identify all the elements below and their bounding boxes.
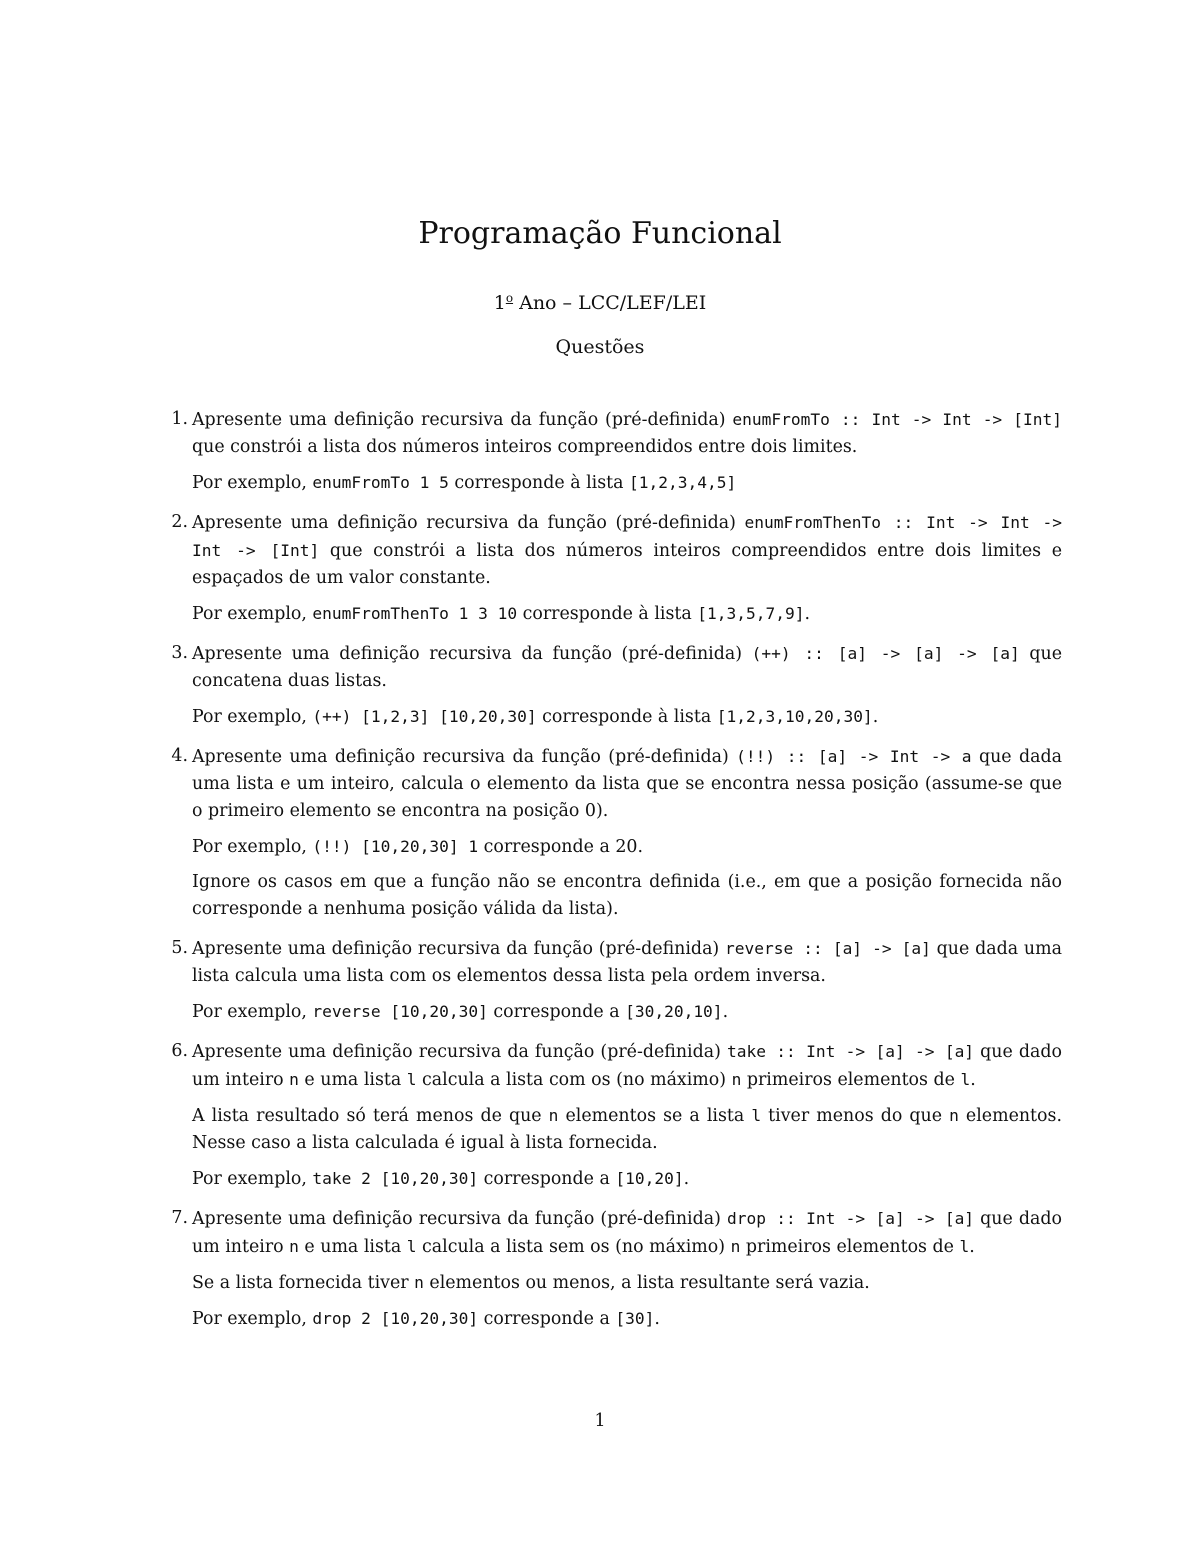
- code-signature: enumFromThenTo :: Int -> Int -> Int -> [Int]: [192, 513, 1062, 560]
- code-expression: reverse [10,20,30]: [312, 1002, 488, 1021]
- text-segment: que constrói a lista dos números inteiros compreendidos entre dois limites e espaçados de um valor constante.: [192, 541, 1062, 588]
- question-number: 5.: [171, 938, 188, 958]
- text-segment: Por exemplo,: [192, 473, 313, 493]
- question-number: 2.: [171, 512, 188, 532]
- question-1: [171, 406, 1062, 497]
- text-segment: .: [872, 707, 879, 727]
- question-7: [171, 1205, 1062, 1333]
- text-segment: corresponde a: [478, 1309, 616, 1329]
- text-segment: A lista resultado só terá menos de que: [192, 1106, 549, 1126]
- code-result: [10,20]: [615, 1169, 684, 1188]
- text-segment: Por exemplo,: [192, 1002, 313, 1022]
- text-segment: .: [722, 1002, 729, 1022]
- question-3: [171, 640, 1062, 731]
- text-segment: Por exemplo,: [192, 1309, 313, 1329]
- document-title: Programação Funcional: [418, 216, 782, 251]
- text-segment: primeiros elementos de: [741, 1070, 961, 1090]
- code-variable: l: [960, 1070, 971, 1089]
- code-expression: (++) [1,2,3] [10,20,30]: [312, 707, 537, 726]
- subtitle-year: 1: [493, 292, 506, 314]
- text-segment: corresponde à lista: [517, 604, 698, 624]
- question-2: [171, 509, 1062, 628]
- text-segment: Apresente uma definição recursiva da função (pré-definida): [192, 1042, 728, 1062]
- question-note: [192, 1102, 1062, 1157]
- text-segment: Apresente uma definição recursiva da função (pré-definida): [192, 939, 726, 959]
- question-5: [171, 935, 1062, 1026]
- text-segment: .: [654, 1309, 660, 1329]
- question-example: [192, 703, 1062, 731]
- text-segment: Apresente uma definição recursiva da função (pré-definida): [192, 644, 752, 664]
- code-result: [1,2,3,10,20,30]: [716, 707, 873, 726]
- code-result: [30,20,10]: [625, 1002, 723, 1021]
- question-example: [192, 1305, 1062, 1333]
- question-text: [192, 935, 1062, 990]
- text-segment: que dado um inteiro: [192, 1042, 1062, 1090]
- question-text: [192, 1205, 1062, 1261]
- code-signature: enumFromTo :: Int -> Int -> [Int]: [732, 410, 1062, 429]
- text-segment: que dada uma lista e um inteiro, calcula o elemento da lista que se encontra nessa posição (assume-se que o primeiro elemento se encontra na posição 0).: [192, 747, 1062, 821]
- text-segment: Se a lista fornecida tiver: [192, 1273, 415, 1293]
- text-segment: que constrói a lista dos números inteiros compreendidos entre dois limites.: [192, 437, 858, 457]
- text-segment: corresponde a: [478, 1169, 616, 1189]
- code-variable: n: [548, 1106, 559, 1125]
- question-text: [192, 743, 1062, 825]
- code-variable: n: [949, 1106, 959, 1125]
- text-segment: que concatena duas listas.: [192, 644, 1062, 691]
- question-note: Ignore os casos em que a função não se encontra definida (i.e., em que a posição fornecida não corresponde a nenhuma posição válida da lista).: [192, 872, 1062, 919]
- text-segment: corresponde à lista: [536, 707, 717, 727]
- code-signature: (!!) :: [a] -> Int -> a: [736, 747, 972, 766]
- text-segment: Por exemplo,: [192, 707, 313, 727]
- text-segment: Por exemplo,: [192, 604, 313, 624]
- text-segment: elementos ou menos, a lista resultante será vazia.: [423, 1273, 870, 1293]
- text-segment: que dado um inteiro: [192, 1209, 1062, 1257]
- text-segment: que dada uma lista calcula uma lista com os elementos dessa lista pela ordem inversa.: [192, 939, 1062, 986]
- question-text: [192, 509, 1062, 592]
- code-signature: drop :: Int -> [a] -> [a]: [727, 1209, 975, 1228]
- text-segment: Apresente uma definição recursiva da função (pré-definida): [192, 1209, 728, 1229]
- text-segment: calcula a lista sem os (no máximo): [416, 1237, 731, 1257]
- question-example: [192, 833, 1062, 861]
- question-example: [192, 600, 1062, 628]
- text-segment: .: [683, 1169, 690, 1189]
- question-text: [192, 640, 1062, 695]
- code-variable: l: [406, 1070, 417, 1089]
- text-segment: Por exemplo,: [192, 1169, 313, 1189]
- question-example: [192, 1165, 1062, 1193]
- question-text: [192, 406, 1062, 461]
- text-segment: tiver menos do que: [761, 1106, 950, 1126]
- code-signature: (++) :: [a] -> [a] -> [a]: [751, 644, 1020, 663]
- code-result: [1,2,3,4,5]: [629, 473, 737, 492]
- code-variable: l: [959, 1237, 970, 1256]
- code-result: [1,3,5,7,9]: [697, 604, 805, 623]
- code-result: [30]: [615, 1309, 655, 1328]
- text-segment: Apresente uma definição recursiva da função (pré-definida): [192, 410, 733, 430]
- subtitle-ordinal: o: [505, 291, 514, 305]
- question-example: [192, 998, 1062, 1026]
- question-number: 6.: [171, 1041, 188, 1061]
- text-segment: corresponde a 20.: [478, 837, 643, 857]
- code-expression: drop 2 [10,20,30]: [312, 1309, 479, 1328]
- text-segment: .: [969, 1237, 975, 1257]
- question-text: [192, 1038, 1062, 1094]
- text-segment: elementos se a lista: [558, 1106, 752, 1126]
- code-variable: n: [731, 1070, 742, 1089]
- page-number: 1: [594, 1411, 606, 1431]
- code-variable: n: [289, 1070, 299, 1089]
- subtitle-course: Ano – LCC/LEF/LEI: [513, 292, 707, 314]
- question-6: [171, 1038, 1062, 1193]
- question-number: 4.: [171, 746, 188, 766]
- code-expression: enumFromTo 1 5: [312, 473, 449, 492]
- text-segment: .: [804, 604, 810, 624]
- section-heading: Questões: [555, 336, 645, 358]
- code-expression: enumFromThenTo 1 3 10: [312, 604, 518, 623]
- code-expression: take 2 [10,20,30]: [312, 1169, 479, 1188]
- text-segment: Por exemplo,: [192, 837, 313, 857]
- text-segment: Apresente uma definição recursiva da função (pré-definida): [192, 513, 745, 533]
- question-number: 1.: [171, 409, 188, 429]
- code-variable: l: [751, 1106, 762, 1125]
- text-segment: primeiros elementos de: [740, 1237, 960, 1257]
- code-expression: (!!) [10,20,30] 1: [312, 837, 479, 856]
- text-segment: Apresente uma definição recursiva da função (pré-definida): [192, 747, 737, 767]
- text-segment: .: [970, 1070, 976, 1090]
- text-segment: calcula a lista com os (no máximo): [416, 1070, 732, 1090]
- code-variable: n: [289, 1237, 299, 1256]
- question-list: [171, 406, 1062, 1345]
- question-note: [192, 1269, 1062, 1297]
- code-variable: n: [730, 1237, 741, 1256]
- question-number: 3.: [171, 643, 188, 663]
- code-variable: n: [414, 1273, 424, 1292]
- text-segment: e uma lista: [298, 1070, 407, 1090]
- text-segment: corresponde a: [487, 1002, 626, 1022]
- text-segment: e uma lista: [298, 1237, 407, 1257]
- text-segment: corresponde à lista: [448, 473, 630, 493]
- text-segment: elementos. Nesse caso a lista calculada é igual à lista fornecida.: [192, 1106, 1062, 1153]
- code-signature: take :: Int -> [a] -> [a]: [727, 1042, 975, 1061]
- question-number: 7.: [171, 1208, 188, 1228]
- code-variable: l: [406, 1237, 417, 1256]
- question-example: [192, 469, 1062, 497]
- code-signature: reverse :: [a] -> [a]: [725, 939, 931, 958]
- question-4: [171, 743, 1062, 923]
- document-subtitle: [0, 284, 1200, 317]
